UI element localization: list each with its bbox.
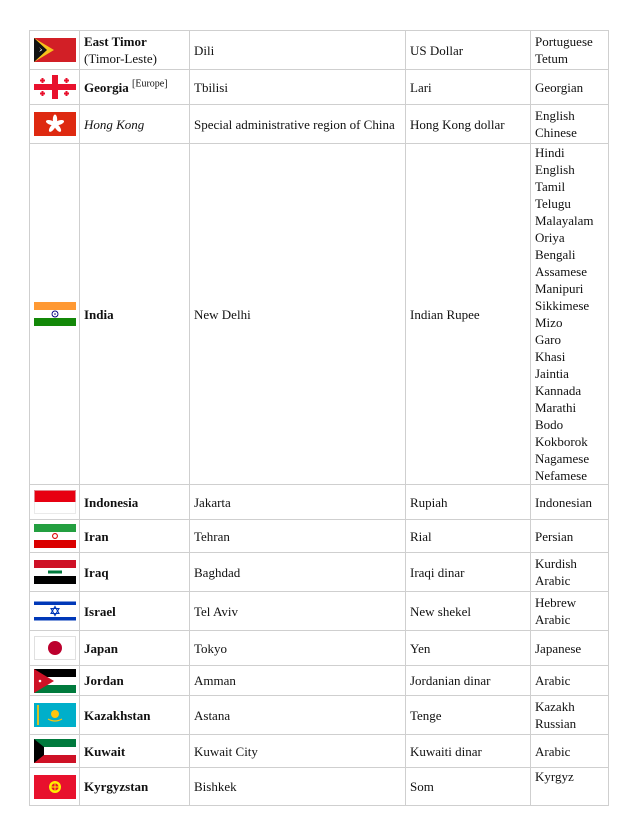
capital-cell: Bishkek — [190, 768, 406, 806]
languages-cell — [531, 553, 609, 592]
jordan-flag-icon — [34, 669, 76, 693]
language-item: Tamil — [535, 179, 566, 194]
hong-kong-flag-icon — [34, 112, 76, 136]
currency-cell: Yen — [406, 631, 531, 666]
east-timor-flag-icon — [34, 38, 76, 62]
capital-cell: Jakarta — [190, 485, 406, 520]
table-row — [30, 144, 609, 485]
table-row — [30, 105, 609, 144]
country-name-cell — [80, 520, 190, 553]
flag-cell — [30, 735, 80, 768]
flag-cell — [30, 553, 80, 592]
flag-cell — [30, 666, 80, 696]
country-name-suffix: (Timor-Leste) — [84, 51, 157, 66]
language-item: Persian — [535, 528, 574, 544]
country-name-cell — [80, 735, 190, 768]
country-name[interactable]: Indonesia — [84, 494, 139, 510]
language-item: Kokborok — [535, 434, 588, 449]
currency-cell: Lari — [406, 70, 531, 105]
language-item: Sikkimese — [535, 298, 590, 313]
japan-flag-icon — [34, 636, 76, 660]
currency-cell: US Dollar — [406, 31, 531, 70]
language-item: Kurdish — [535, 556, 577, 571]
flag-cell — [30, 520, 80, 553]
country-name-cell — [80, 553, 190, 592]
kazakhstan-flag-icon — [34, 703, 76, 727]
capital-cell: Tehran — [190, 520, 406, 553]
capital-cell: Tbilisi — [190, 70, 406, 105]
languages-cell — [531, 735, 609, 768]
language-item: Indonesian — [535, 494, 593, 510]
language-item: Kazakh — [535, 699, 575, 714]
currency-cell: Som — [406, 768, 531, 806]
language-item: Marathi — [535, 400, 577, 415]
language-item: Portuguese — [535, 34, 593, 49]
table-row — [30, 768, 609, 806]
capital-cell: Amman — [190, 666, 406, 696]
capital-cell: Astana — [190, 696, 406, 735]
capital-cell: Dili — [190, 31, 406, 70]
kyrgyzstan-flag-icon — [34, 775, 76, 799]
languages-cell — [531, 105, 609, 144]
flag-cell — [30, 105, 80, 144]
table-row — [30, 553, 609, 592]
currency-cell: Hong Kong dollar — [406, 105, 531, 144]
currency-cell: Rial — [406, 520, 531, 553]
language-item: Garo — [535, 332, 561, 347]
languages-cell — [531, 592, 609, 631]
table-row — [30, 592, 609, 631]
country-name[interactable]: Kuwait — [84, 743, 126, 759]
capital-cell: New Delhi — [190, 144, 406, 485]
country-name-cell — [80, 631, 190, 666]
currency-cell: Rupiah — [406, 485, 531, 520]
country-name[interactable]: East Timor — [84, 34, 147, 49]
language-item: Mizo — [535, 315, 563, 330]
language-item: Manipuri — [535, 281, 584, 296]
country-name-cell — [80, 592, 190, 631]
language-item: Nagamese — [535, 451, 590, 466]
language-item: Georgian — [535, 79, 584, 95]
israel-flag-icon — [34, 599, 76, 623]
language-item: Hebrew — [535, 595, 577, 610]
table-row — [30, 31, 609, 70]
country-name-cell — [80, 768, 190, 806]
language-item: Arabic — [535, 573, 571, 588]
flag-cell — [30, 70, 80, 105]
language-item: Arabic — [535, 612, 571, 627]
flag-cell — [30, 696, 80, 735]
footnote-reference[interactable]: [Europe] — [132, 78, 168, 90]
language-item: Japanese — [535, 640, 582, 656]
table-row — [30, 485, 609, 520]
currency-cell: Jordanian dinar — [406, 666, 531, 696]
language-item: Hindi — [535, 145, 565, 160]
currency-cell: Iraqi dinar — [406, 553, 531, 592]
language-item: Chinese — [535, 125, 577, 140]
languages-cell — [531, 696, 609, 735]
languages-cell — [531, 768, 609, 806]
flag-cell — [30, 31, 80, 70]
languages-cell — [531, 631, 609, 666]
language-item: Russian — [535, 716, 577, 731]
currency-cell: Kuwaiti dinar — [406, 735, 531, 768]
flag-cell — [30, 592, 80, 631]
country-name-cell — [80, 31, 190, 70]
indonesia-flag-icon — [34, 490, 76, 514]
country-name[interactable]: Kazakhstan — [84, 707, 151, 723]
language-item: Arabic — [535, 743, 571, 759]
georgia-flag-icon — [34, 75, 76, 99]
language-item: Khasi — [535, 349, 566, 364]
country-name[interactable]: Kyrgyzstan — [84, 779, 149, 794]
languages-cell — [531, 31, 609, 70]
country-name-cell — [80, 144, 190, 485]
india-flag-icon — [34, 302, 76, 326]
country-name[interactable]: Iran — [84, 528, 109, 544]
flag-cell — [30, 631, 80, 666]
language-item: Arabic — [535, 673, 571, 688]
languages-cell — [531, 666, 609, 696]
countries-table — [29, 30, 609, 806]
language-item: Bengali — [535, 247, 576, 262]
currency-cell: Tenge — [406, 696, 531, 735]
table-row — [30, 696, 609, 735]
languages-cell — [531, 520, 609, 553]
language-item: Tetum — [535, 51, 569, 66]
language-item: Oriya — [535, 230, 565, 245]
flag-cell — [30, 485, 80, 520]
capital-cell: Special administrative region of China — [190, 105, 406, 144]
language-item: Malayalam — [535, 213, 594, 228]
language-item: Kannada — [535, 383, 582, 398]
languages-cell — [531, 144, 609, 485]
country-name-cell — [80, 485, 190, 520]
language-item: Nefamese — [535, 468, 587, 483]
country-name[interactable]: Jordan — [84, 673, 124, 688]
table-row — [30, 666, 609, 696]
kuwait-flag-icon — [34, 739, 76, 763]
languages-cell — [531, 70, 609, 105]
country-name-cell — [80, 696, 190, 735]
language-item: Bodo — [535, 417, 564, 432]
table-row — [30, 631, 609, 666]
country-name[interactable]: Hong Kong — [84, 116, 145, 132]
language-item: Kyrgyz — [535, 769, 574, 784]
language-item: English — [535, 108, 575, 123]
capital-cell: Kuwait City — [190, 735, 406, 768]
country-name[interactable]: Georgia — [84, 79, 129, 95]
capital-cell: Baghdad — [190, 553, 406, 592]
capital-cell: Tokyo — [190, 631, 406, 666]
flag-cell — [30, 144, 80, 485]
country-name-cell — [80, 666, 190, 696]
language-item: Assamese — [535, 264, 587, 279]
country-name[interactable]: Iraq — [84, 564, 109, 580]
languages-cell — [531, 485, 609, 520]
table-row — [30, 70, 609, 105]
flag-cell — [30, 768, 80, 806]
iran-flag-icon — [34, 524, 76, 548]
country-name-cell — [80, 70, 190, 105]
language-item: Telugu — [535, 196, 571, 211]
table-row — [30, 735, 609, 768]
currency-cell: New shekel — [406, 592, 531, 631]
language-item: English — [535, 162, 575, 177]
country-name[interactable]: India — [84, 306, 114, 322]
table-row — [30, 520, 609, 553]
country-name[interactable]: Japan — [84, 640, 118, 656]
currency-cell: Indian Rupee — [406, 144, 531, 485]
country-name[interactable]: Israel — [84, 603, 116, 619]
iraq-flag-icon — [34, 560, 76, 584]
language-item: Jaintia — [535, 366, 569, 381]
country-name-cell — [80, 105, 190, 144]
capital-cell: Tel Aviv — [190, 592, 406, 631]
